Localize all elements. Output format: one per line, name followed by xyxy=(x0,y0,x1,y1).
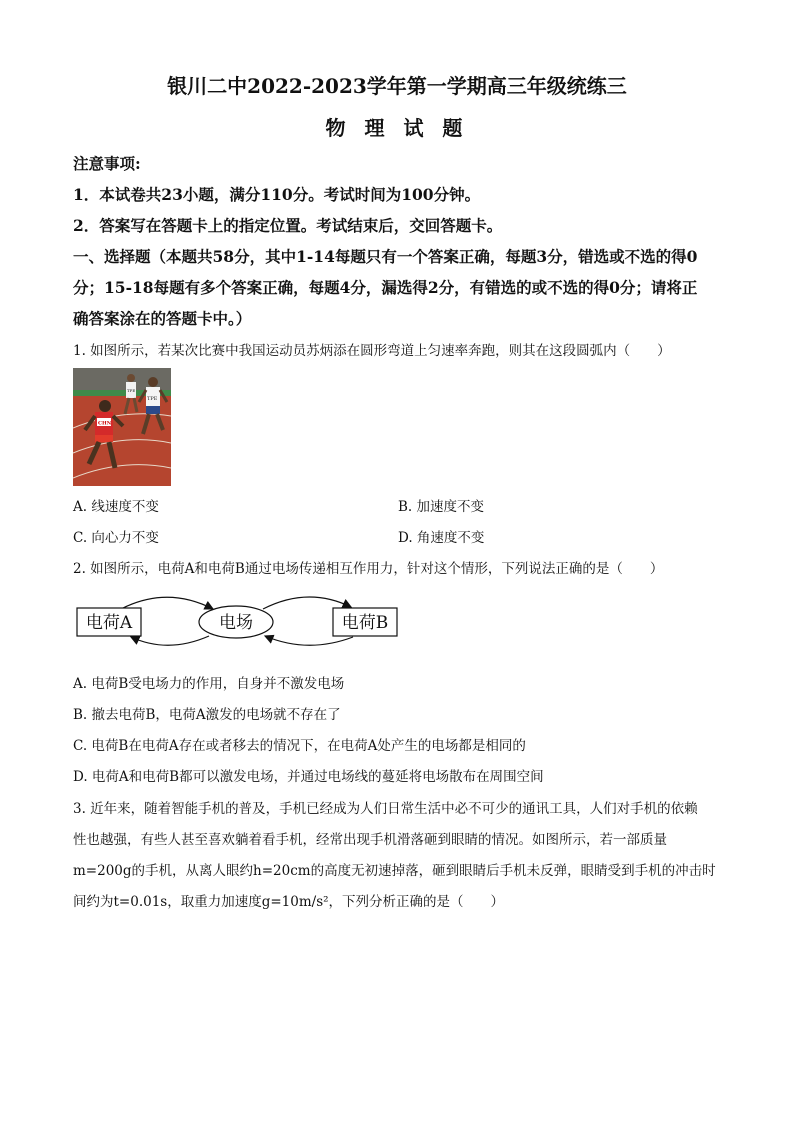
arrow-field-to-b xyxy=(263,597,351,609)
bib-1: CHN xyxy=(98,420,112,427)
field-label: 电场 xyxy=(219,613,253,633)
q2-option-c: C. 电荷B在电荷A存在或者移去的情况下，在电荷A处产生的电场都是相同的 xyxy=(73,738,526,754)
section-instructions-line: 确答案涂在的答题卡中。） xyxy=(73,309,252,328)
charge-a-label: 电荷A xyxy=(85,613,133,633)
question-3-line: 间约为t=0.01s，取重力加速度g=10m/s²，下列分析正确的是（ ） xyxy=(73,894,505,910)
page-title: 银川二中2022-2023学年第一学期高三年级统练三 xyxy=(167,74,627,98)
subject-title: 物 理 试 题 xyxy=(325,116,469,140)
question-3-line: 3. 近年来，随着智能手机的普及，手机已经成为人们日常生活中必不可少的通讯工具，人们对手机的依赖 xyxy=(73,801,698,817)
note-item: 1．本试卷共23小题，满分110分。考试时间为100分钟。 xyxy=(73,185,481,204)
section-instructions-line: 一、选择题（本题共58分，其中1-14每题只有一个答案正确，每题3分，错选或不选的得0 xyxy=(73,247,698,266)
field-interaction-diagram xyxy=(73,590,403,650)
q1-option-b: B. 加速度不变 xyxy=(398,499,485,515)
question-2-stem: 2. 如图所示，电荷A和电荷B通过电场传递相互作用力，针对这个情形，下列说法正确的是（ ） xyxy=(73,561,664,577)
arrow-field-to-a xyxy=(131,636,209,645)
q1-option-d: D. 角速度不变 xyxy=(398,530,485,546)
section-instructions-line: 分；15-18每题有多个答案正确，每题4分，漏选得2分，有错选的或不选的得0分；请将正 xyxy=(73,278,698,297)
sprinter-photo xyxy=(73,368,171,486)
question-3-line: m=200g的手机，从离人眼约h=20cm的高度无初速掉落，砸到眼睛后手机未反弹，眼睛受到手机的冲击时 xyxy=(73,863,716,879)
q2-option-a: A. 电荷B受电场力的作用，自身并不激发电场 xyxy=(73,676,345,692)
q1-option-c: C. 向心力不变 xyxy=(73,530,159,546)
question-3-line: 性也越强，有些人甚至喜欢躺着看手机，经常出现手机滑落砸到眼睛的情况。如图所示，若一部质量 xyxy=(73,832,667,848)
q2-option-b: B. 撤去电荷B，电荷A激发的电场就不存在了 xyxy=(73,707,341,723)
arrow-b-to-field xyxy=(265,636,353,645)
notes-heading: 注意事项: xyxy=(73,154,141,173)
bib-2: TPE xyxy=(127,388,136,393)
question-1-stem: 1. 如图所示，若某次比赛中我国运动员苏炳添在圆形弯道上匀速率奔跑，则其在这段圆弧内（ ） xyxy=(73,343,671,359)
arrow-a-to-field xyxy=(123,597,213,609)
q1-option-a: A. 线速度不变 xyxy=(73,499,159,515)
q2-option-d: D. 电荷A和电荷B都可以激发电场，并通过电场线的蔓延将电场散布在周围空间 xyxy=(73,769,544,785)
note-item: 2．答案写在答题卡上的指定位置。考试结束后，交回答题卡。 xyxy=(73,216,503,235)
charge-b-label: 电荷B xyxy=(341,613,389,633)
bib-3: TPE xyxy=(147,396,158,402)
